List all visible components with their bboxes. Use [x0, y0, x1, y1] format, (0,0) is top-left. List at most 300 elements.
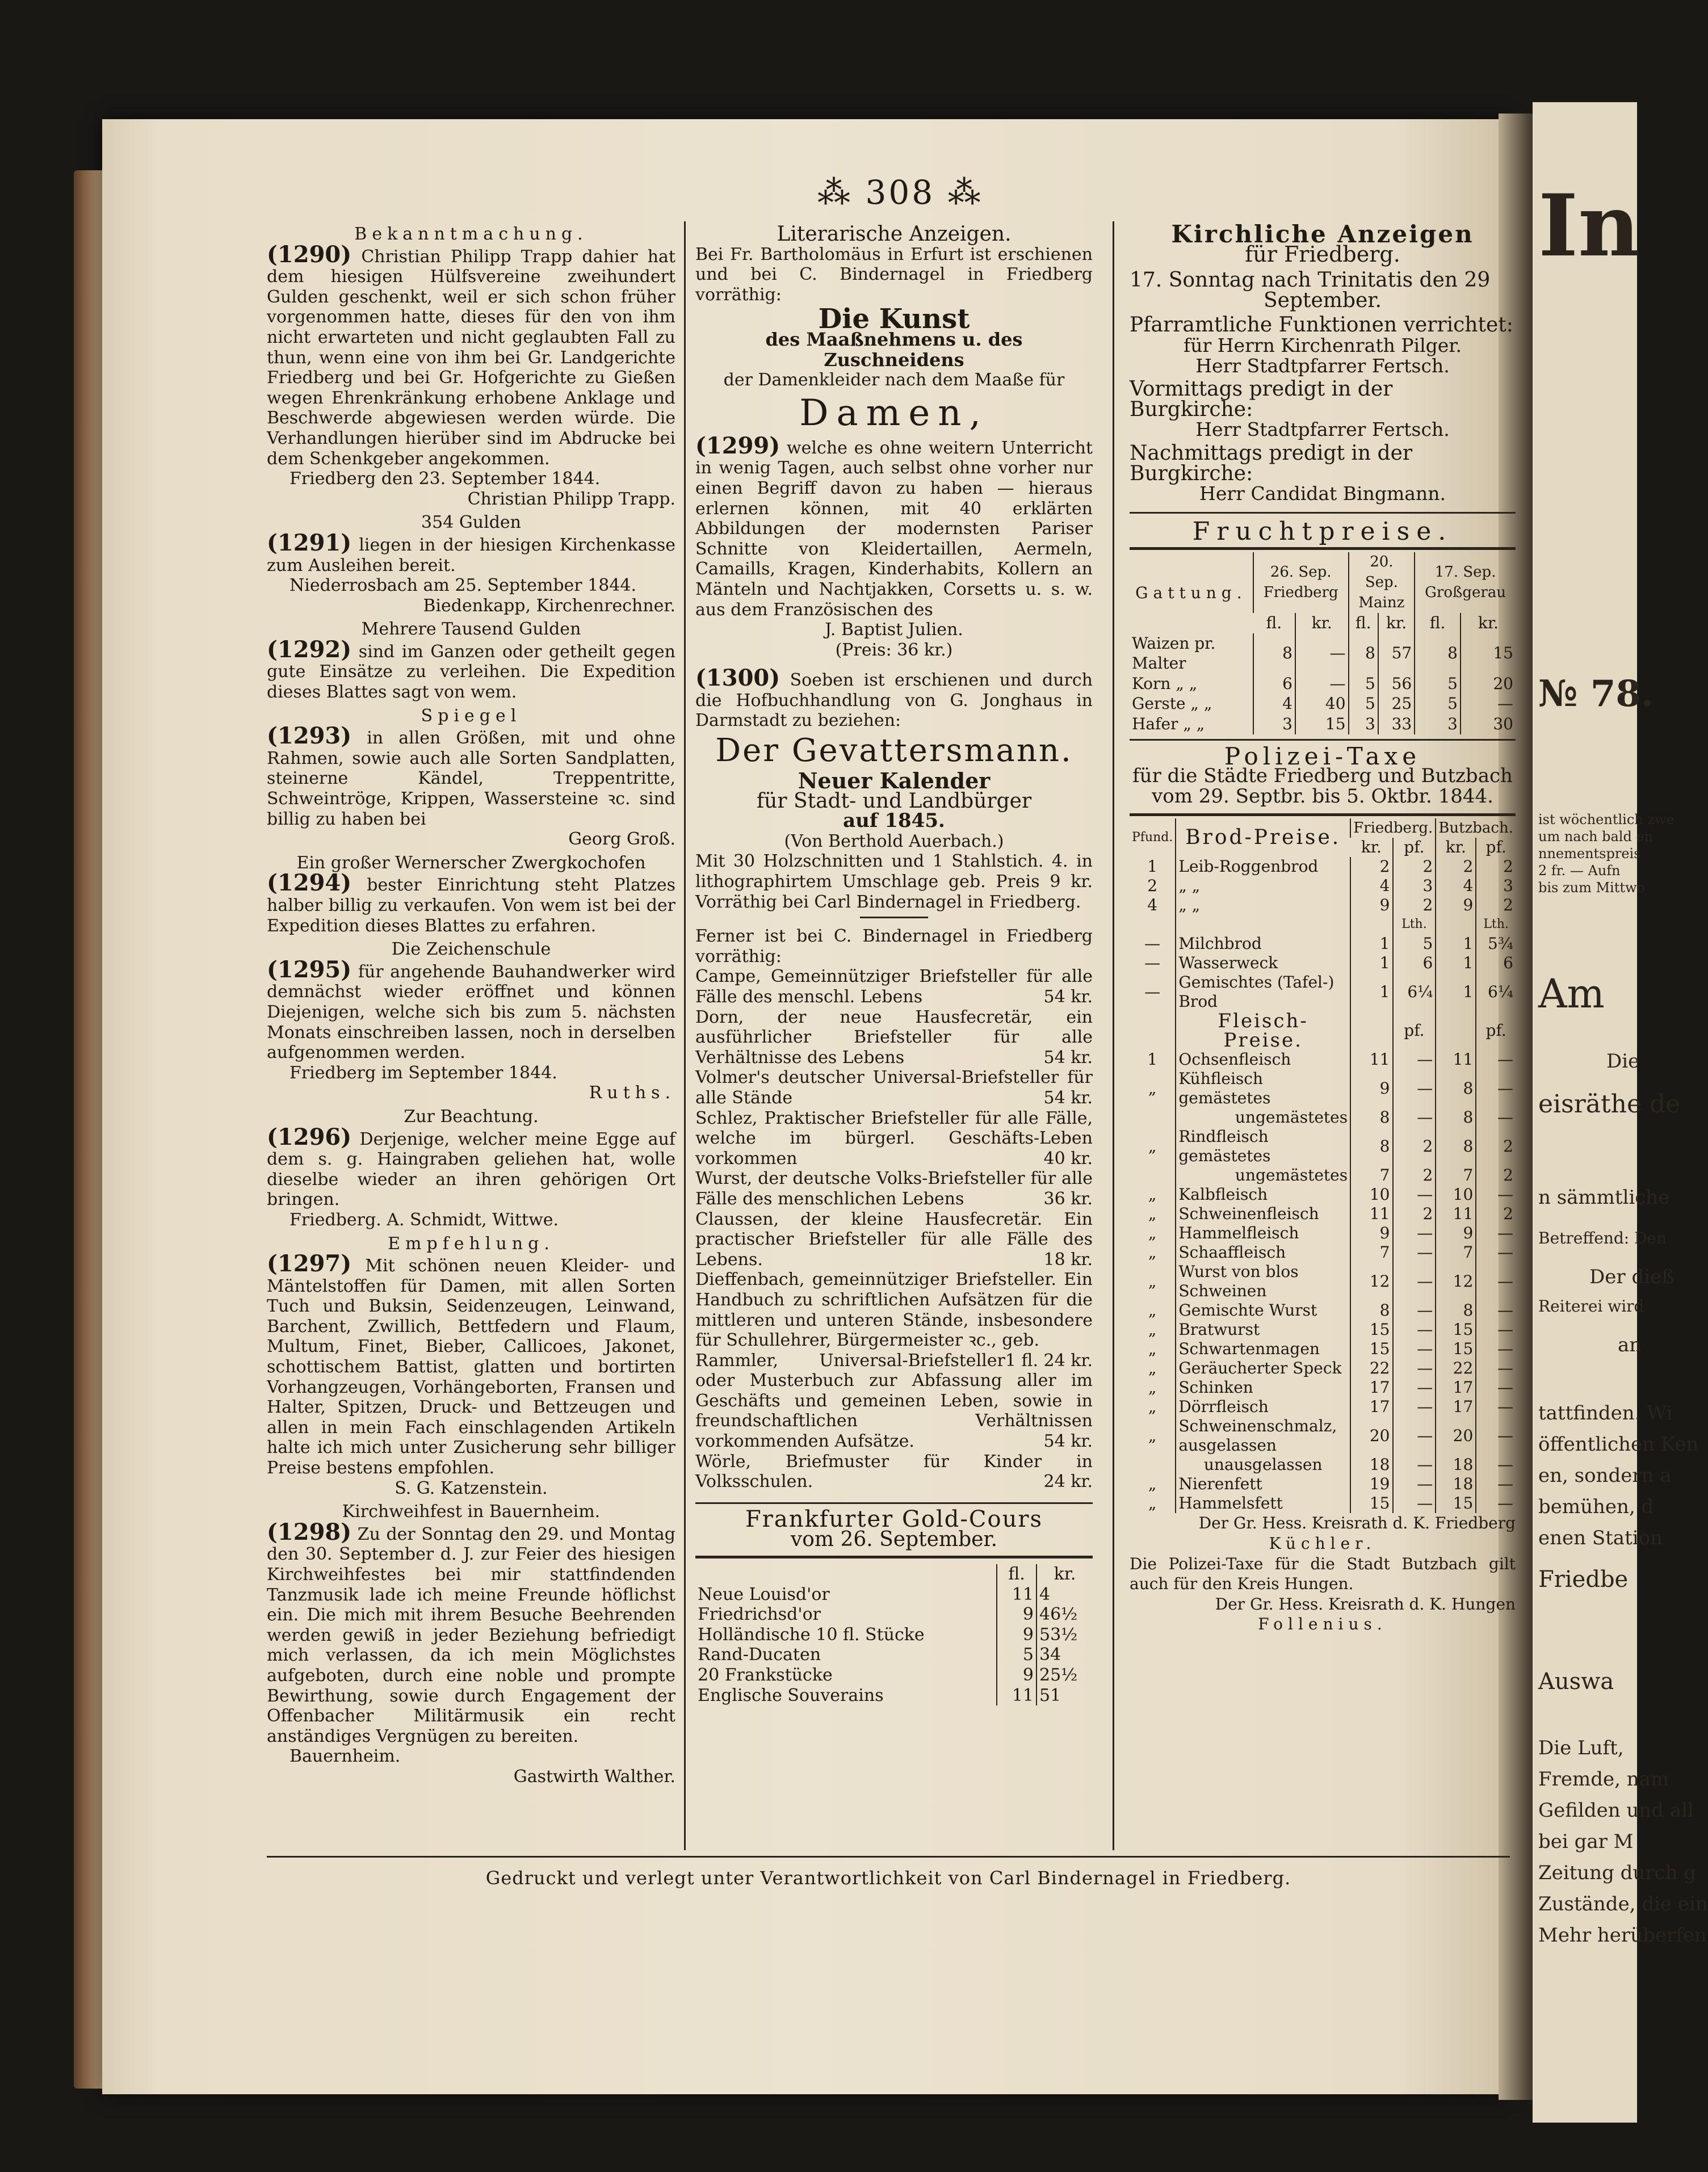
table-cell: — [1476, 1455, 1516, 1474]
table-cell: 3 [1393, 876, 1436, 896]
table-cell: 9 [1436, 1224, 1476, 1243]
signature: Küchler. [1269, 1534, 1377, 1553]
table-cell: 18 [1350, 1455, 1392, 1474]
table-cell: Milchbrod [1176, 934, 1350, 953]
book-price: 54 kr. [1043, 987, 1093, 1007]
rule [1130, 547, 1516, 550]
table-cell: 12 [1436, 1262, 1476, 1301]
rp-line: eisräthe de [1538, 1090, 1681, 1119]
entry-text: bester Einrichtung steht Platzes halber billig zu verkaufen. Von wem ist bei der Expedition dieses Blattes zu erfahren. [267, 875, 675, 936]
book-description: Mit 30 Holzschnitten und 1 Stahlstich. 4. in lithographirtem Umschlage geb. Preis 9 kr. Vorräthig bei Carl Bindernagel in Friedberg. [695, 851, 1093, 912]
table-cell: 5 [1349, 694, 1378, 714]
table-cell: — [1476, 1359, 1516, 1378]
table-row [1130, 694, 1516, 714]
entry-date: Niederrosbach am 25. September 1844. [289, 575, 637, 596]
table-cell: 11 [1350, 1204, 1392, 1224]
table-cell: 2 [1476, 857, 1516, 876]
list-item [695, 1169, 1093, 1209]
table-row [1130, 1262, 1516, 1301]
table-cell: 6 [1476, 953, 1516, 973]
book-price: 40 kr. [1043, 1148, 1093, 1169]
table-cell: 3 [1349, 714, 1378, 734]
table-cell: pf. [1393, 838, 1436, 857]
rp-line: an [1618, 1334, 1642, 1356]
list-item [695, 1270, 1093, 1371]
table-row [1130, 915, 1516, 934]
table-cell: „ [1148, 1359, 1157, 1378]
list-item [695, 1452, 1093, 1492]
table-cell: 30 [1461, 714, 1516, 734]
table-cell: Brod-Preise. [1176, 818, 1350, 857]
table-cell: 9 [1436, 896, 1476, 915]
heading: Literarische Anzeigen. [777, 222, 1012, 246]
table-cell: Fleisch-Preise. [1176, 1011, 1350, 1050]
gold-cours-date: vom 26. September. [790, 1528, 998, 1552]
table-cell: fl. [997, 1564, 1036, 1585]
rp-line: Am [1538, 971, 1605, 1017]
entry-number: (1296) [267, 1123, 352, 1150]
table-cell: Wurst von blos Schweinen [1176, 1262, 1350, 1301]
rp-line: Die [1606, 1050, 1640, 1073]
table-row [1130, 934, 1516, 953]
table-cell: 26. Sep. Friedberg [1253, 552, 1349, 613]
rule [1130, 512, 1516, 514]
entry-signature: Biedenkapp, Kirchenrechner. [423, 595, 675, 616]
table-row [1130, 1185, 1516, 1204]
table-cell [1130, 1108, 1176, 1127]
entry-signature: S. G. Katzenstein. [395, 1478, 548, 1498]
table-cell: 7 [1350, 1243, 1392, 1262]
table-cell: — [1393, 1262, 1436, 1301]
entry-date: Friedberg den 23. September 1844. [289, 469, 601, 489]
column-divider [1113, 221, 1114, 1850]
heading: 354 Gulden [421, 512, 521, 533]
list-item [695, 1108, 1093, 1169]
heading: Kirchliche Anzeigen [1171, 220, 1474, 248]
book-text: Volmer's deutscher Universal-Briefsteller für alle Stände [695, 1068, 1093, 1108]
entry-number: (1291) [267, 529, 352, 556]
table-cell: — [1295, 633, 1349, 674]
table-cell: fl. [1415, 613, 1461, 633]
rp-line: enen Station [1538, 1527, 1663, 1549]
table-cell: 15 [1436, 1320, 1476, 1339]
table-cell: Schweinenfleisch [1176, 1204, 1350, 1224]
table-row [1130, 896, 1516, 915]
table-row [695, 1686, 1093, 1706]
notice-1300 [695, 665, 1093, 731]
list-item [695, 967, 1093, 1007]
table-cell: pf. [1476, 1011, 1516, 1050]
rp-line: № 78. [1538, 673, 1654, 715]
rp-line: In [1538, 176, 1640, 276]
table-cell: „ [1148, 1494, 1157, 1513]
table-cell: 8 [1436, 1108, 1476, 1127]
table-cell: 8 [1350, 1301, 1392, 1320]
table-cell: pf. [1476, 838, 1516, 857]
book-text: Wurst, der deutsche Volks-Briefsteller für alle Fälle des menschlichen Lebens [695, 1169, 1093, 1209]
table-row [1130, 1474, 1516, 1494]
church-text: für Herrn Kirchenrath Pilger. [1184, 334, 1462, 356]
table-cell: 17 [1350, 1397, 1392, 1417]
table-cell: — [1476, 1185, 1516, 1204]
table-cell: — [1476, 1262, 1516, 1301]
table-row [1130, 633, 1516, 674]
table-cell: — [1461, 694, 1516, 714]
table-cell: „ [1148, 1339, 1157, 1359]
entry-text: sind im Ganzen oder getheilt gegen gute Einsätze zu verleihen. Die Expedition dieses Blattes sagt von wem. [267, 641, 675, 703]
table-cell: Gerste „ „ [1132, 694, 1212, 713]
table-header [1130, 1011, 1516, 1050]
rp-line: Fremde, nam [1538, 1768, 1669, 1791]
rp-line: nnementspreis [1538, 846, 1641, 862]
column-1 [267, 224, 675, 1787]
table-cell: 2 [1476, 1204, 1516, 1224]
rp-line: öffentlichen Ken [1538, 1433, 1699, 1456]
table-row [695, 1604, 1093, 1625]
table-row [1130, 1301, 1516, 1320]
table-cell: „ [1148, 1224, 1157, 1243]
table-cell: „ [1148, 1320, 1157, 1339]
list-item [695, 1068, 1093, 1108]
table-cell: — [1476, 1378, 1516, 1397]
table-cell: 5 [997, 1645, 1036, 1665]
table-cell: — [1295, 674, 1349, 694]
table-cell [1130, 915, 1176, 934]
table-cell: 15 [1350, 1339, 1392, 1359]
table-cell: „ [1148, 1397, 1157, 1417]
rp-line: bemühen, d [1538, 1495, 1654, 1518]
table-cell: 2 [1393, 1204, 1436, 1224]
table-cell: fl. [1349, 613, 1378, 633]
entry-number: (1299) [695, 432, 780, 459]
table-cell: 7 [1436, 1243, 1476, 1262]
book-price: 24 kr. [1043, 1472, 1093, 1492]
table-cell: 25½ [1036, 1665, 1093, 1686]
table-cell: 2 [1350, 857, 1392, 876]
rule [1130, 813, 1516, 816]
entry-number: (1300) [695, 665, 780, 692]
table-cell: 2 [1393, 1127, 1436, 1166]
book-subtitle: für Stadt- und Landbürger [756, 789, 1032, 813]
table-cell: Gattung. [1135, 583, 1247, 602]
rp-line: Gefilden und all [1538, 1799, 1694, 1822]
rp-line: Betreffend: Den [1538, 1229, 1667, 1247]
church-text: 17. Sonntag nach Trinitatis den 29 [1130, 268, 1491, 292]
table-row [1130, 1166, 1516, 1185]
rule [695, 1556, 1093, 1558]
table-cell: Neue Louisd'or [698, 1584, 830, 1604]
table-cell: Schwartenmagen [1176, 1339, 1350, 1359]
police-date: vom 29. Septbr. bis 5. Oktbr. 1844. [1152, 784, 1493, 808]
table-row [1130, 953, 1516, 973]
table-cell: — [1144, 953, 1161, 973]
book-price: 1 fl. 24 kr. [1005, 1350, 1093, 1371]
book-title: des Maaßnehmens u. des Zuschneidens [765, 328, 1023, 371]
table-header [1130, 552, 1516, 613]
rp-line: Der dieß [1589, 1266, 1675, 1288]
heading: Kirchweihfest in Bauernheim. [342, 1502, 601, 1522]
table-cell: Kühfleisch gemästetes [1176, 1069, 1350, 1108]
table-cell: — [1393, 1455, 1436, 1474]
table-cell: 5 [1349, 674, 1378, 694]
book-text: Dorn, der neue Hausfecretär, ein ausführlicher Briefsteller für alle Verhältnisse des Lebens [695, 1007, 1093, 1068]
rp-line: Mehr herüberfen [1538, 1924, 1707, 1947]
table-cell: 1 [1350, 973, 1392, 1011]
table-cell: — [1393, 1108, 1436, 1127]
table-cell: unausgelassen [1176, 1455, 1350, 1474]
table-cell: 2 [1436, 857, 1476, 876]
table-cell: 6¼ [1393, 973, 1436, 1011]
table-cell: 22 [1436, 1359, 1476, 1378]
table-cell: 19 [1350, 1474, 1392, 1494]
table-cell: 1 [1350, 953, 1392, 973]
church-text: Pfarramtliche Funktionen verrichtet: [1130, 313, 1513, 337]
table-header [695, 1564, 1093, 1585]
rp-line: en, sondern a [1538, 1464, 1672, 1487]
book-author: J. Baptist Julien. [825, 620, 963, 640]
table-cell: — [1393, 1224, 1436, 1243]
table-cell [1350, 1011, 1392, 1050]
table-cell: 53½ [1036, 1625, 1093, 1645]
entry-number: (1293) [267, 722, 352, 750]
table-row [1130, 1339, 1516, 1359]
heading: Zur Beachtung. [404, 1106, 539, 1127]
table-cell: — [1393, 1069, 1436, 1108]
table-cell: 11 [1436, 1050, 1476, 1069]
table-cell: 10 [1436, 1185, 1476, 1204]
table-cell: Holländische 10 fl. Stücke [698, 1624, 925, 1645]
entry-signature: Ruths. [589, 1083, 675, 1103]
table-row [695, 1585, 1093, 1605]
table-cell: — [1393, 1185, 1436, 1204]
table-cell: Hafer „ „ [1132, 715, 1205, 734]
table-cell: 4 [1436, 876, 1476, 896]
column-3 [1130, 220, 1516, 1635]
table-cell: 8 [1436, 1301, 1476, 1320]
table-cell: „ [1148, 1243, 1157, 1262]
table-cell: Ochsenfleisch [1176, 1050, 1350, 1069]
entry-signature: Gastwirth Walther. [513, 1766, 675, 1787]
table-cell: „ [1148, 1301, 1157, 1320]
table-cell: 11 [1350, 1050, 1392, 1069]
table-cell: 8 [1415, 633, 1461, 674]
rp-line: ist wöchentlich zwe [1538, 812, 1675, 827]
book-text: Rammler, Universal-Briefsteller oder Musterbuch zur Abfassung aller im Geschäfts und gemeinen Leben, sowie in freundschaftlichen Verhältnissen vorkommenden Aufsätze. [695, 1350, 1093, 1452]
table-cell: 9 [997, 1625, 1036, 1645]
table-cell: ungemästetes [1176, 1166, 1350, 1185]
table-row [1130, 1204, 1516, 1224]
table-cell: — [1393, 1474, 1436, 1494]
heading: für Friedberg. [1245, 241, 1400, 267]
table-cell: 1 [1436, 934, 1476, 953]
heading: Ein großer Wernerscher Zwergkochofen [296, 852, 646, 873]
table-cell: 9 [997, 1604, 1036, 1625]
table-cell: kr. [1361, 838, 1382, 857]
table-cell: „ [1148, 1272, 1157, 1291]
table-cell: „ „ [1176, 876, 1350, 896]
table-row [1130, 1494, 1516, 1513]
table-cell: 4 [1253, 694, 1295, 714]
entry-signature: Christian Philipp Trapp. [467, 489, 675, 509]
entry-number: (1298) [267, 1518, 352, 1545]
table-cell: „ [1148, 1474, 1157, 1494]
table-cell: 8 [1350, 1127, 1392, 1166]
book-subtitle: auf 1845. [843, 809, 945, 833]
table-cell: 20 Frankstücke [698, 1665, 833, 1685]
table-cell: — [1476, 1474, 1516, 1494]
book-subtitle: Neuer Kalender [798, 768, 991, 794]
table-cell: Englische Souverains [698, 1685, 884, 1705]
table-cell: Schweinenschmalz, ausgelassen [1176, 1417, 1350, 1455]
imprint: Gedruckt und verlegt unter Verantwortlichkeit von Carl Bindernagel in Friedberg. [485, 1867, 1291, 1889]
table-cell: — [1393, 1301, 1436, 1320]
rule [860, 917, 928, 918]
table-row [1130, 674, 1516, 694]
rp-line: Friedbe [1538, 1566, 1629, 1593]
table-cell: Hammelsfett [1176, 1494, 1350, 1513]
book-title: Der Gevattersmann. [715, 732, 1073, 770]
table-cell: kr. [1036, 1564, 1093, 1585]
table-cell: 4 [1036, 1585, 1093, 1605]
entry-text: Derjenige, welcher meine Egge auf dem s. g. Haingraben geliehen hat, wolle dieselbe wieder an ihren gehörigen Ort bringen. [267, 1129, 675, 1210]
table-cell: 15 [1350, 1320, 1392, 1339]
entry-number: (1290) [267, 241, 352, 268]
table-cell: 11 [997, 1585, 1036, 1605]
table-cell: Gemischtes (Tafel-) Brod [1176, 973, 1350, 1011]
table-header [1130, 818, 1516, 838]
table-cell [1130, 1166, 1176, 1185]
table-row [695, 1645, 1093, 1665]
book-title: Die Kunst [818, 303, 970, 335]
notice-1291 [267, 529, 675, 575]
notice-1295 [267, 956, 675, 1063]
table-row [1130, 1320, 1516, 1339]
table-cell: 34 [1036, 1645, 1093, 1665]
table-cell [1436, 915, 1476, 934]
notice-1293 [267, 722, 675, 829]
heading: Fruchtpreise. [1192, 516, 1453, 546]
table-cell: Schinken [1176, 1378, 1350, 1397]
table-cell: 17 [1436, 1378, 1476, 1397]
table-cell: 11 [997, 1686, 1036, 1706]
table-cell: „ [1148, 1185, 1157, 1204]
table-cell: Gemischte Wurst [1176, 1301, 1350, 1320]
table-cell: 9 [997, 1665, 1036, 1686]
table-cell: 20 [1461, 674, 1516, 694]
gold-cours-table [695, 1564, 1093, 1705]
table-cell: 2 [1147, 876, 1158, 896]
signature: Der Gr. Hess. Kreisrath d. K. Friedberg [1198, 1514, 1516, 1533]
table-row [1130, 1127, 1516, 1166]
table-cell: 1 [1147, 857, 1158, 876]
table-cell: 1 [1436, 953, 1476, 973]
signature: Follenius. [1258, 1615, 1387, 1634]
table-cell: 4 [1147, 896, 1158, 915]
table-cell: 18 [1436, 1474, 1476, 1494]
table-row [1130, 1359, 1516, 1378]
table-cell: — [1393, 1397, 1436, 1417]
entry-text: Christian Philipp Trapp dahier hat dem hiesigen Hülfsvereine zweihundert Gulden geschenkt, weil er sich schon früher vorgenommen hatte, dieses für den von ihm nicht erwarteten und nicht geglaubten Fall zu thun, wenn eine von ihm bei Gr. Landgerichte Friedberg und bei Gr. Hofgerichte zu Gießen wegen Ehrenkränkung erhobene Anklage und Beschwerde abgewiesen werden würde. Die Verhandlungen hierüber sind im Abdrucke bei dem Schenkgeber angekommen. [267, 246, 675, 469]
book-text: Dieffenbach, gemeinnütziger Briefsteller. Ein Handbuch zu schriftlichen Aufsätzen für die mittleren und unteren Stände, insbesondere für Schullehrer, Bürgermeister ꝛc., geb. [695, 1270, 1093, 1351]
table-cell: 15 [1436, 1494, 1476, 1513]
entry-text: in allen Größen, mit und ohne Rahmen, sowie auch alle Sorten Sandplatten, steinerne Kändel, Treppentritte, Schweintröge, Krippen, Wassersteine ꝛc. sind billig zu haben bei [267, 728, 675, 829]
table-cell: 3 [1415, 714, 1461, 734]
table-cell: — [1393, 1050, 1436, 1069]
table-cell: 3 [1476, 876, 1516, 896]
table-cell [1436, 1011, 1476, 1050]
table-cell: „ [1148, 1426, 1157, 1446]
table-cell: — [1393, 1378, 1436, 1397]
table-cell: 2 [1393, 896, 1436, 915]
table-cell: „ [1148, 1204, 1157, 1224]
book-title: Damen, [799, 392, 989, 434]
table-cell: Schaaffleisch [1176, 1243, 1350, 1262]
church-text: Herr Candidat Bingmann. [1199, 482, 1446, 505]
table-cell: 8 [1253, 633, 1295, 674]
table-cell: 17 [1350, 1378, 1392, 1397]
rp-line: n sämmtliche [1538, 1186, 1670, 1209]
table-cell: — [1476, 1108, 1516, 1127]
table-cell: Bratwurst [1176, 1320, 1350, 1339]
notice-1299 [695, 432, 1093, 620]
table-cell: Butzbach. [1436, 818, 1516, 838]
table-cell: — [1393, 1339, 1436, 1359]
table-cell: kr. [1436, 838, 1476, 857]
table-cell: 22 [1350, 1359, 1392, 1378]
table-cell: Lth. [1476, 915, 1516, 934]
table-cell: 8 [1436, 1069, 1476, 1108]
table-cell: fl. [1266, 614, 1282, 633]
church-text: Herr Stadtpfarrer Fertsch. [1195, 354, 1450, 377]
table-cell: 33 [1378, 714, 1415, 734]
table-cell: 8 [1436, 1127, 1476, 1166]
column-divider [684, 221, 686, 1850]
table-cell: 5 [1415, 694, 1461, 714]
table-cell: 7 [1436, 1166, 1476, 1185]
table-cell [1130, 1455, 1176, 1474]
heading: Mehrere Tausend Gulden [361, 619, 581, 640]
heading: Bekanntmachung. [354, 224, 588, 244]
book-price: (Preis: 36 kr.) [835, 640, 953, 660]
footer-rule [267, 1856, 1510, 1858]
table-row [1130, 1069, 1516, 1108]
entry-number: (1292) [267, 636, 352, 663]
book-price: 54 kr. [1043, 1431, 1093, 1452]
table-cell: 56 [1378, 674, 1415, 694]
heading: Empfehlung. [388, 1233, 555, 1254]
book-list [695, 967, 1093, 1492]
table-cell: 12 [1350, 1262, 1392, 1301]
rule [695, 1502, 1093, 1504]
table-cell: — [1393, 1359, 1436, 1378]
table-cell: kr. [1461, 613, 1516, 633]
rp-line: Zustände, die ein [1538, 1893, 1708, 1915]
table-row [1130, 1050, 1516, 1069]
table-cell: „ [1148, 1079, 1157, 1098]
book-text: Campe, Gemeinnütziger Briefsteller für alle Fälle des menschl. Lebens [695, 967, 1093, 1007]
table-row [1130, 714, 1516, 734]
table-cell: pf. [1393, 1011, 1436, 1050]
table-cell: 10 [1350, 1185, 1392, 1204]
table-cell: 5¾ [1476, 934, 1516, 953]
table-cell: — [1393, 1320, 1436, 1339]
table-cell: Hammelfleisch [1176, 1224, 1350, 1243]
table-cell: Rand-Ducaten [698, 1645, 821, 1665]
table-cell: 46½ [1036, 1604, 1093, 1625]
book-text: Claussen, der kleine Hausfecretär. Ein practischer Briefsteller für alle Fälle des Lebens. [695, 1209, 1093, 1270]
heading: Polizei-Taxe [1224, 742, 1421, 770]
table-cell: 5 [1393, 934, 1436, 953]
